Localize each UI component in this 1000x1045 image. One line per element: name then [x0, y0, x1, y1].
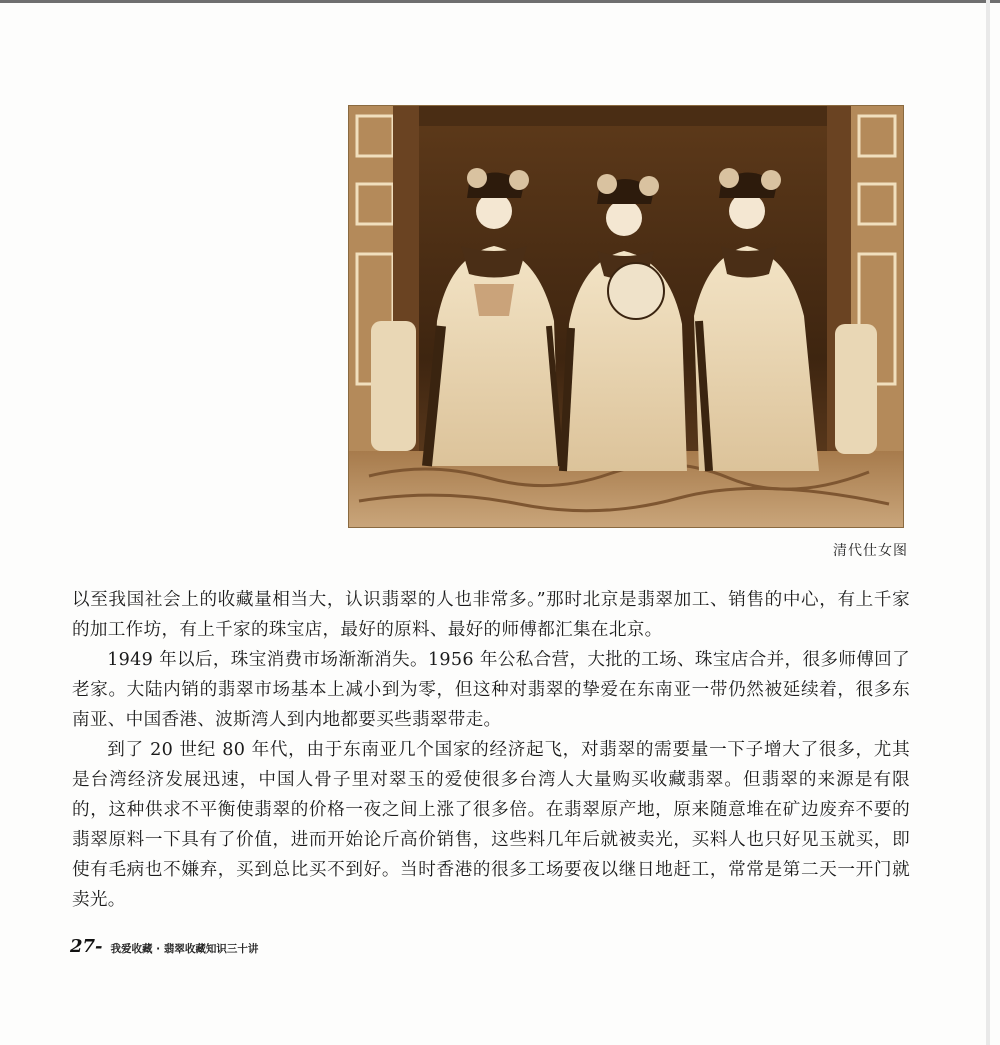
page-number: 27-: [70, 936, 103, 957]
figure-caption: 清代仕女图: [833, 543, 908, 559]
page-top-edge: [0, 0, 1000, 3]
paragraph-2: 1949 年以后，珠宝消费市场渐渐消失。1956 年公私合营，大批的工场、珠宝店合并，很多师傅回了老家。大陆内销的翡翠市场基本上减小到为零，但这种对翡翠的挚爱在东南亚一带仍然被延续着，很多东南亚、中国香港、波斯湾人到内地都要买些翡翠带走。: [72, 650, 910, 730]
body-text: [72, 585, 910, 915]
qing-dynasty-women-photo: [348, 105, 904, 528]
page-right-edge: [986, 0, 990, 1045]
page-footer: [70, 936, 258, 957]
paragraph-3: 到了 20 世纪 80 年代，由于东南亚几个国家的经济起飞，对翡翠的需要量一下子增大了很多，尤其是台湾经济发展迅速，中国人骨子里对翠玉的爱使很多台湾人大量购买收藏翡翠。但翡翠的来源是有限的，这种供求不平衡使翡翠的价格一夜之间上涨了很多倍。在翡翠原产地，原来随意堆在矿边废弃不要的翡翠原料一下具有了价值，进而开始论斤高价销售，这些料几年后就被卖光，买料人也只好见玉就买，即使有毛病也不嫌弃，买到总比买不到好。当时香港的很多工场要夜以继日地赶工，常常是第二天一开门就卖光。: [72, 740, 910, 910]
photo-illustration: [349, 106, 903, 527]
paragraph-1: 以至我国社会上的收藏量相当大，认识翡翠的人也非常多。”那时北京是翡翠加工、销售的中心，有上千家的加工作坊，有上千家的珠宝店，最好的原料、最好的师傅都汇集在北京。: [72, 590, 910, 640]
running-head: 我爱收藏 · 翡翠收藏知识三十讲: [110, 943, 259, 955]
